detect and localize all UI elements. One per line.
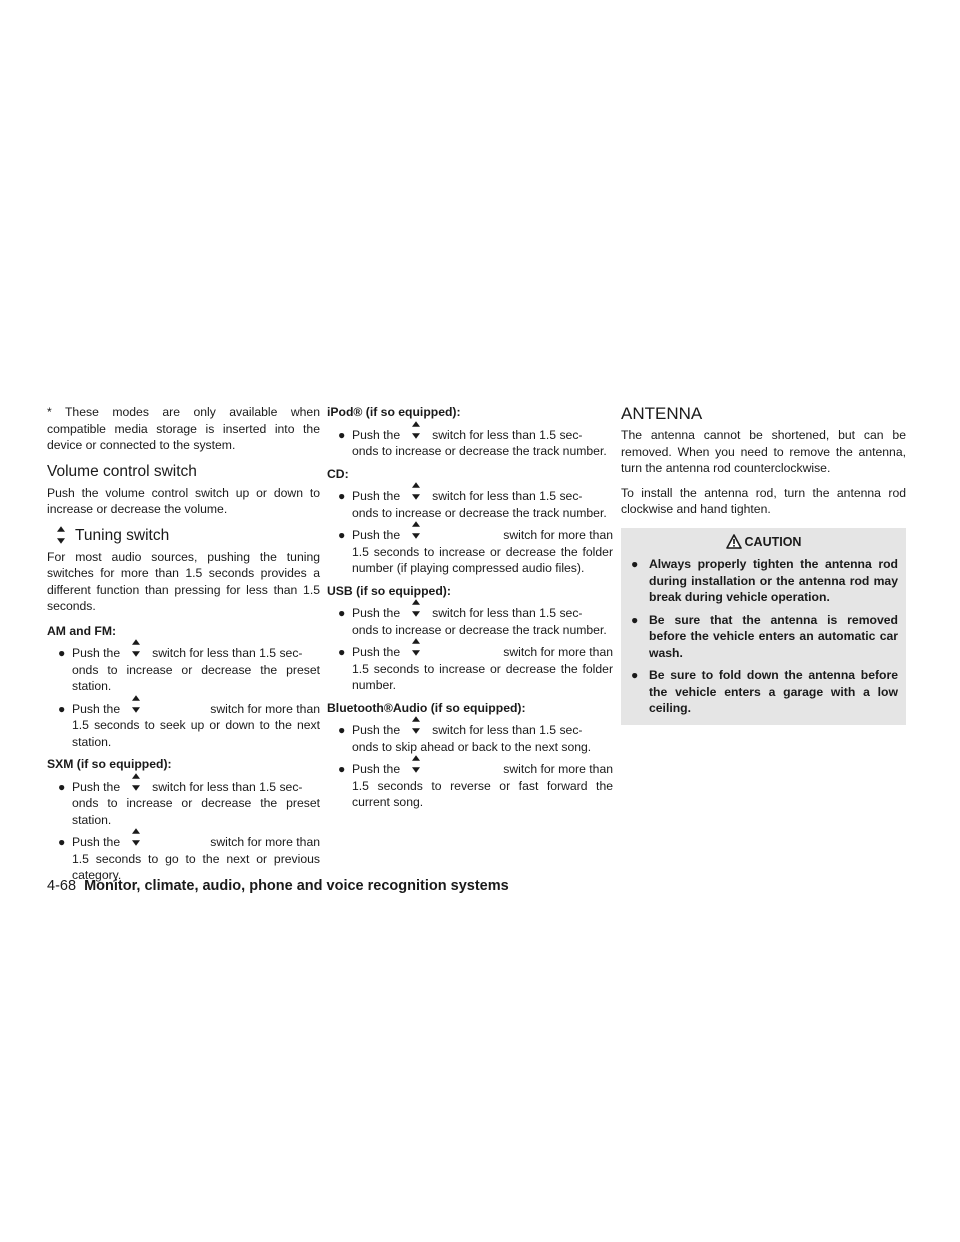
up-down-arrow-icon — [412, 716, 420, 734]
bullet-dot: ● — [338, 489, 346, 503]
bullet-text: Push the — [352, 606, 401, 620]
up-down-arrow-icon — [132, 639, 140, 657]
bullet-text: onds to increase or decrease the track number. — [352, 444, 607, 458]
list-item — [327, 427, 613, 460]
bullet-text: onds to increase or decrease the track number. — [352, 505, 607, 520]
caution-text: Be sure to fold down the antenna before the vehicle enters a garage with a low ceiling. — [649, 668, 898, 715]
warning-triangle-icon — [726, 534, 742, 549]
bullet-text: switch for less than 1.5 sec- — [432, 606, 583, 620]
bullet-dot: ● — [338, 427, 346, 442]
tuning-heading-label: Tuning switch — [75, 526, 170, 544]
bullet-dot: ● — [338, 723, 346, 737]
cd-heading: CD: — [327, 466, 349, 481]
list-item — [327, 488, 613, 521]
bullet-text: switch for less than 1.5 sec- — [432, 427, 583, 442]
caution-header — [629, 534, 898, 551]
antenna-text-1: The antenna cannot be shortened, but can be removed. When you need to remove the antenna, turn the antenna rod counterclockwise. — [621, 428, 906, 475]
list-item — [47, 701, 320, 751]
caution-text: Be sure that the antenna is removed before the vehicle enters an automatic car wash. — [649, 612, 898, 660]
bullet-text: Push the — [352, 645, 401, 659]
bullet-text: Push the — [352, 723, 401, 737]
bullet-dot: ● — [338, 528, 346, 542]
list-item — [47, 645, 320, 695]
page-number: 4-68 — [47, 878, 77, 894]
bullet-dot: ● — [58, 646, 66, 660]
bluetooth-heading: Bluetooth®Audio (if so equipped): — [327, 700, 526, 715]
bullet-dot: ● — [58, 701, 66, 716]
bullet-text: Push the — [352, 528, 401, 542]
caution-box — [621, 528, 906, 725]
availability-note: * These modes are only available when compatible media storage is inserted into the device or connected to the system. — [47, 405, 320, 452]
bullet-text: Push the — [72, 835, 121, 849]
list-item — [327, 644, 613, 694]
up-down-arrow-icon — [412, 755, 420, 773]
amfm-heading: AM and FM: — [47, 623, 117, 638]
up-down-arrow-icon — [132, 828, 140, 846]
up-down-arrow-icon — [412, 599, 420, 617]
bullet-text: switch for more than — [503, 528, 613, 542]
bullet-text: 1.5 seconds to go to the next or previous category. — [72, 851, 320, 882]
bullet-dot: ● — [631, 612, 639, 627]
bullet-text: switch for more than — [503, 762, 613, 776]
up-down-arrow-icon — [132, 773, 140, 791]
bullet-text: Push the — [72, 701, 121, 716]
bullet-text: 1.5 seconds to reverse or fast forward the current song. — [352, 778, 613, 809]
list-item — [47, 834, 320, 884]
volume-heading: Volume control switch — [47, 462, 197, 480]
bullet-dot: ● — [338, 762, 346, 776]
bullet-text: switch for more than — [503, 645, 613, 659]
bullet-text: Push the — [352, 427, 401, 442]
ipod-heading: iPod® (if so equipped): — [327, 405, 461, 419]
tuning-text: For most audio sources, pushing the tuning switches for more than 1.5 seconds provides a different function than pressing for less than 1.5 seconds. — [47, 549, 320, 613]
antenna-text-2: To install the antenna rod, turn the antenna rod clockwise and hand tighten. — [621, 485, 906, 516]
list-item — [47, 779, 320, 829]
bullet-dot: ● — [338, 645, 346, 659]
bullet-dot: ● — [338, 606, 346, 620]
caution-label: CAUTION — [744, 534, 802, 549]
column-middle — [327, 404, 613, 817]
bullet-text: Push the — [72, 646, 121, 660]
bullet-dot: ● — [58, 779, 66, 794]
up-down-arrow-icon — [412, 482, 420, 500]
caution-item — [629, 612, 898, 662]
caution-text: Always properly tighten the antenna rod during installation or the antenna rod may break during vehicle operation. — [649, 557, 898, 604]
bullet-dot: ● — [631, 668, 639, 682]
page-footer — [47, 878, 509, 894]
up-down-arrow-icon — [132, 695, 140, 713]
up-down-arrow-icon — [412, 421, 420, 439]
caution-item — [629, 556, 898, 606]
tuning-heading — [47, 526, 320, 545]
bullet-text: switch for less than 1.5 sec- — [152, 646, 303, 660]
bullet-text: 1.5 seconds to increase or decrease the folder number. — [352, 661, 613, 692]
list-item — [327, 527, 613, 577]
volume-text: Push the volume control switch up or down to increase or decrease the volume. — [47, 485, 320, 516]
column-left — [47, 404, 320, 890]
section-title: Monitor, climate, audio, phone and voice recognition systems — [84, 878, 509, 894]
bullet-text: switch for more than — [210, 835, 320, 849]
bullet-text: onds to increase or decrease the preset station. — [72, 662, 320, 693]
bullet-text: 1.5 seconds to increase or decrease the folder number (if playing compressed audio files). — [352, 544, 613, 575]
bullet-dot: ● — [631, 557, 639, 571]
bullet-text: switch for less than 1.5 sec- — [432, 723, 583, 737]
usb-heading: USB (if so equipped): — [327, 583, 451, 598]
bullet-text: Push the — [352, 762, 401, 776]
sxm-heading: SXM (if so equipped): — [47, 757, 172, 771]
bullet-text: 1.5 seconds to seek up or down to the next station. — [72, 718, 320, 749]
bullet-text: onds to increase or decrease the track number. — [352, 622, 607, 637]
column-right — [621, 404, 906, 725]
list-item — [327, 605, 613, 638]
up-down-arrow-icon — [412, 638, 420, 656]
bullet-text: switch for less than 1.5 sec- — [152, 779, 303, 794]
antenna-heading: ANTENNA — [621, 404, 703, 423]
bullet-text: Push the — [72, 779, 121, 794]
bullet-text: switch for more than — [210, 701, 320, 716]
bullet-text: Push the — [352, 489, 401, 503]
up-down-arrow-icon — [57, 526, 65, 544]
list-item — [327, 722, 613, 755]
caution-item — [629, 667, 898, 717]
bullet-dot: ● — [58, 835, 66, 849]
up-down-arrow-icon — [412, 521, 420, 539]
list-item — [327, 761, 613, 811]
bullet-text: switch for less than 1.5 sec- — [432, 489, 583, 503]
bullet-text: onds to skip ahead or back to the next song. — [352, 739, 592, 754]
bullet-text: onds to increase or decrease the preset station. — [72, 796, 320, 827]
